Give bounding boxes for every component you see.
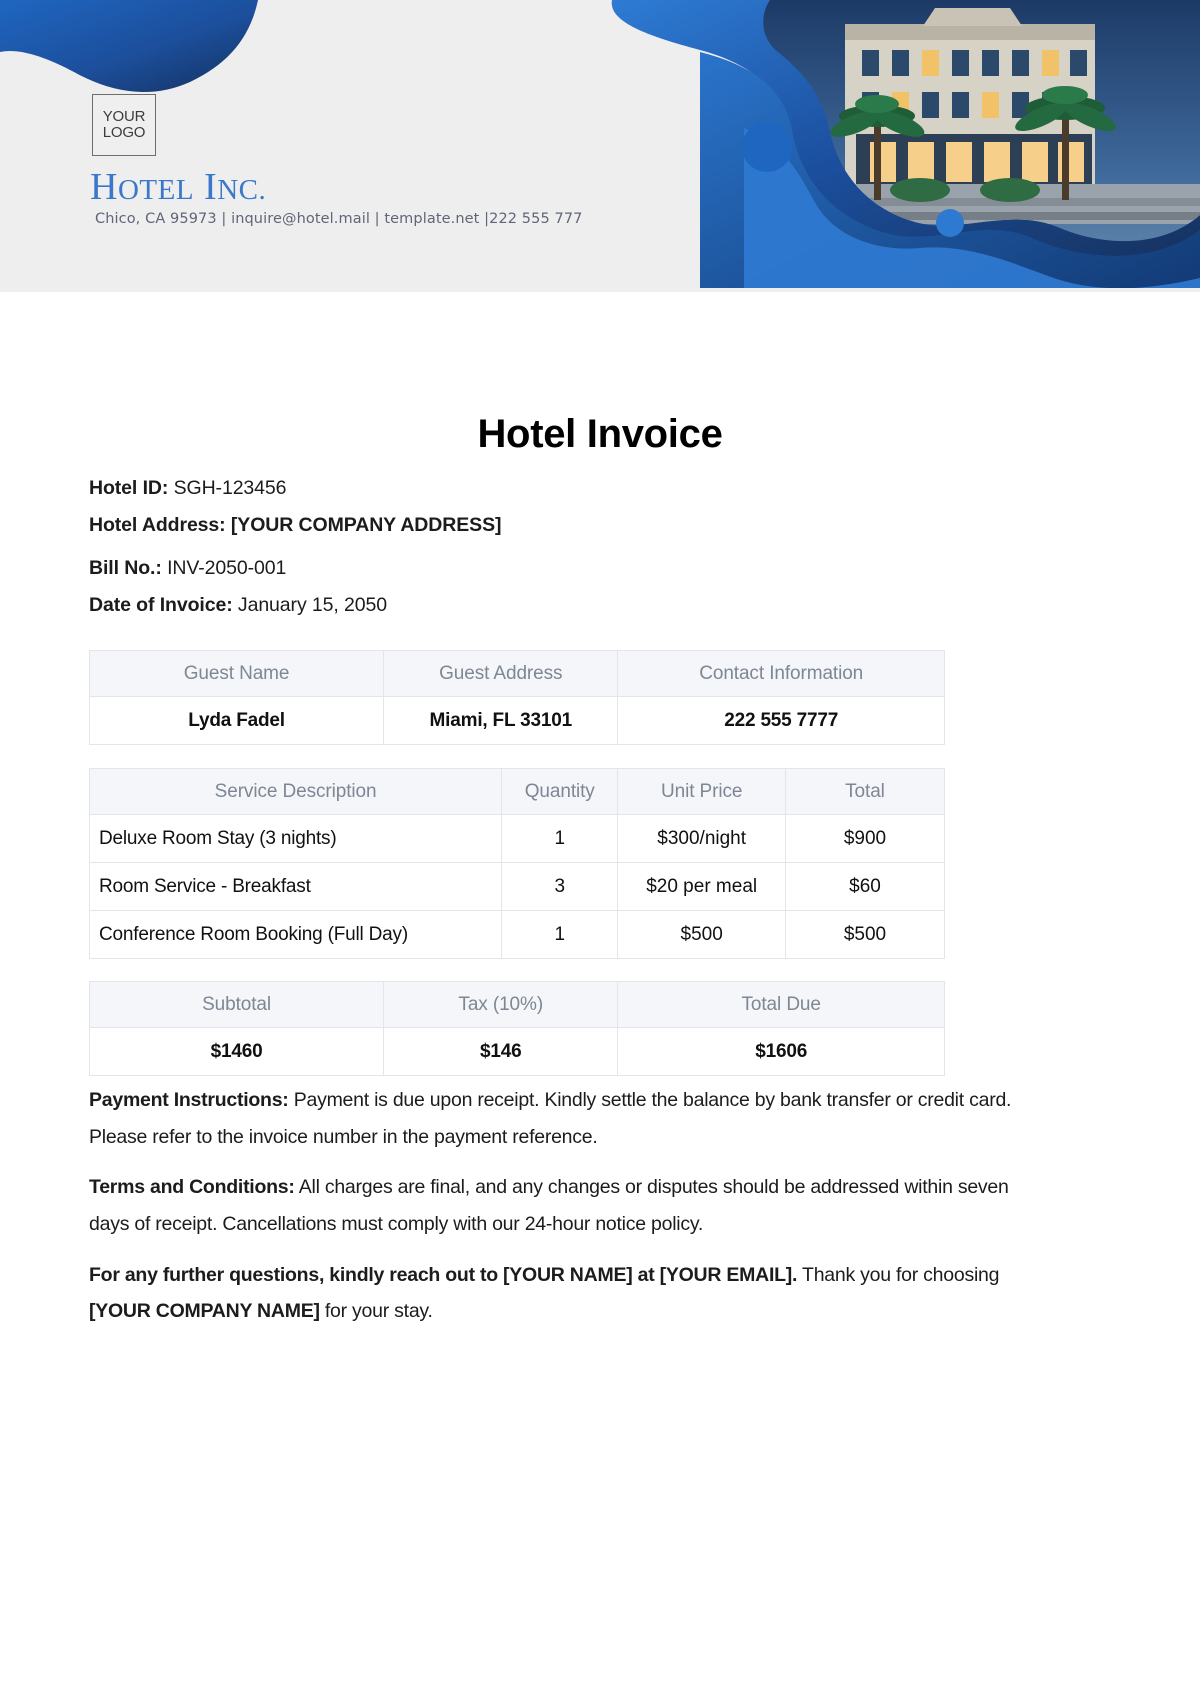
table-row: [90, 863, 945, 911]
cell-total: $900: [785, 815, 944, 863]
brand-nc: NC.: [217, 174, 267, 206]
col-service-description: Service Description: [90, 769, 502, 815]
col-total-due: Total Due: [618, 982, 945, 1028]
cell-quantity: 1: [502, 911, 618, 959]
col-contact-information: Contact Information: [618, 651, 945, 697]
date-label: Date of Invoice:: [89, 593, 233, 616]
col-guest-address: Guest Address: [384, 651, 618, 697]
table-row: [90, 697, 945, 745]
cell-contact-information: 222 555 7777: [618, 697, 945, 745]
col-guest-name: Guest Name: [90, 651, 384, 697]
cell-guest-name: Lyda Fadel: [90, 697, 384, 745]
brand-otel: OTEL: [117, 174, 195, 206]
cell-total: $60: [785, 863, 944, 911]
hotel-id-label: Hotel ID:: [89, 477, 169, 499]
payment-instructions: [89, 1082, 1019, 1155]
invoice-meta: [89, 479, 1029, 632]
cell-unit-price: $20 per meal: [618, 863, 786, 911]
cell-total: $500: [785, 911, 944, 959]
cell-unit-price: $300/night: [618, 815, 786, 863]
terms-and-conditions: [89, 1169, 1019, 1242]
closing-end-text: for your stay.: [319, 1300, 433, 1323]
bill-no-value: INV-2050-001: [167, 557, 287, 579]
header-band: [0, 0, 1200, 292]
decor-circle-large: [742, 122, 792, 172]
cell-guest-address: Miami, FL 33101: [384, 697, 618, 745]
decor-circle-small: [936, 209, 964, 237]
hotel-address-label: Hotel Address:: [89, 513, 226, 536]
cell-subtotal: $1460: [90, 1028, 384, 1076]
cell-total-due: $1606: [618, 1028, 945, 1076]
hotel-address-line: [89, 513, 1029, 536]
terms-label: Terms and Conditions:: [89, 1176, 295, 1199]
logo-placeholder: [92, 94, 156, 156]
totals-table: [89, 981, 945, 1076]
brand-h: H: [90, 166, 118, 208]
col-total: Total: [785, 769, 944, 815]
invoice-notes: [89, 1082, 1019, 1344]
service-table: [89, 768, 945, 959]
brand-i: I: [204, 166, 218, 208]
terms-text: All charges are final, and any changes or disputes should be addressed within seven days of receipt. Cancellations must comply with our 24-hour notice policy.: [89, 1176, 1009, 1235]
guest-table: [89, 650, 945, 745]
table-header-row: [90, 982, 945, 1028]
hotel-id-value: SGH-123456: [173, 477, 287, 499]
col-tax: Tax (10%): [384, 982, 618, 1028]
payment-instructions-label: Payment Instructions:: [89, 1089, 289, 1111]
table-row: [90, 911, 945, 959]
table-header-row: [90, 651, 945, 697]
closing-mid-text: Thank you for choosing: [797, 1263, 1000, 1286]
table-row: [90, 1028, 945, 1076]
header-decoration: [0, 0, 1200, 292]
closing-company-name: [YOUR COMPANY NAME]: [89, 1300, 320, 1323]
brand-contact-line: Chico, CA 95973 | inquire@hotel.mail | template.net |222 555 777: [95, 211, 583, 227]
cell-service-description: Conference Room Booking (Full Day): [90, 911, 502, 959]
closing-message: [89, 1257, 1019, 1330]
logo-line-2: LOGO: [102, 124, 146, 141]
date-line: [89, 593, 1029, 616]
col-subtotal: Subtotal: [90, 982, 384, 1028]
payment-instructions-text: Payment is due upon receipt. Kindly settle the balance by bank transfer or credit card. Please refer to the invoice number in the payment reference.: [89, 1089, 1012, 1148]
cell-unit-price: $500: [618, 911, 786, 959]
hotel-address-value: [YOUR COMPANY ADDRESS]: [230, 513, 502, 536]
table-row: [90, 815, 945, 863]
cell-quantity: 3: [502, 863, 618, 911]
closing-bold-text: For any further questions, kindly reach out to [YOUR NAME] at [YOUR EMAIL].: [89, 1263, 798, 1286]
brand-name: [90, 165, 266, 209]
cell-service-description: Deluxe Room Stay (3 nights): [90, 815, 502, 863]
cell-quantity: 1: [502, 815, 618, 863]
bill-no-label: Bill No.:: [89, 557, 162, 579]
page-title: Hotel Invoice: [477, 412, 723, 456]
bill-no-line: [89, 559, 1029, 579]
table-header-row: [90, 769, 945, 815]
date-value: January 15, 2050: [237, 593, 388, 616]
col-quantity: Quantity: [502, 769, 618, 815]
cell-tax: $146: [384, 1028, 618, 1076]
col-unit-price: Unit Price: [618, 769, 786, 815]
logo-line-1: YOUR: [102, 108, 146, 126]
cell-service-description: Room Service - Breakfast: [90, 863, 502, 911]
hotel-id-line: [89, 479, 1029, 499]
